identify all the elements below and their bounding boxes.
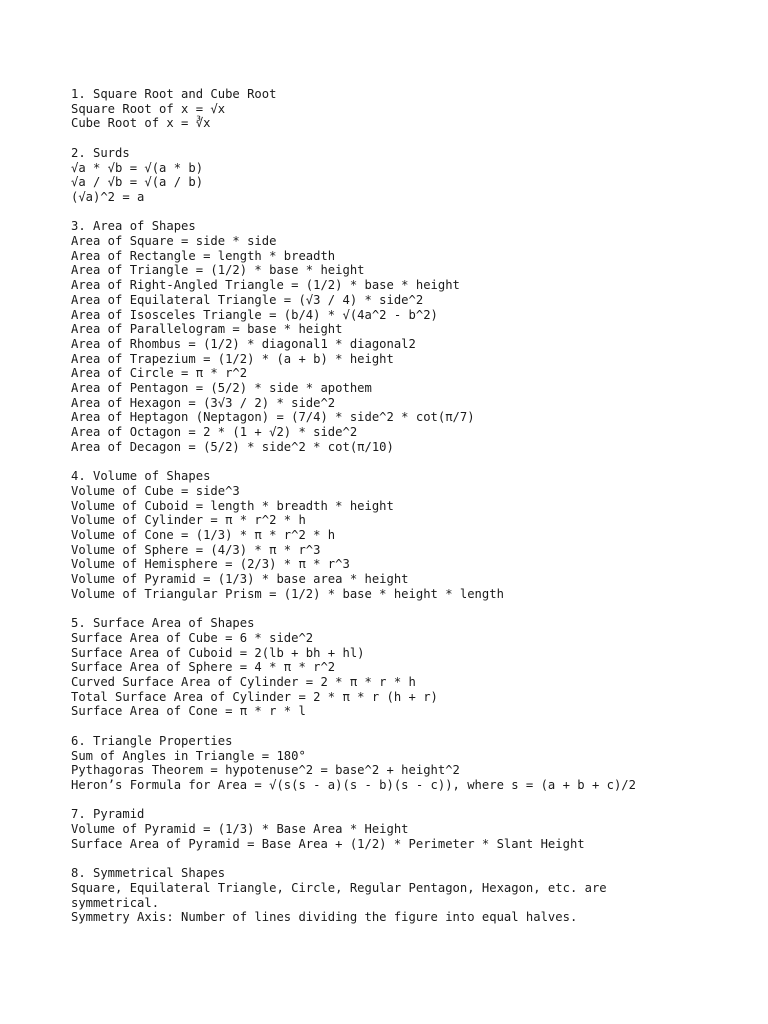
formula-line: Surface Area of Sphere = 4 * π * r^2 (71, 660, 336, 675)
formula-line: Pythagoras Theorem = hypotenuse^2 = base^2 + height^2 (71, 763, 460, 778)
formula-line: Area of Right-Angled Triangle = (1/2) * base * height (71, 278, 460, 293)
section-heading: 1. Square Root and Cube Root (71, 87, 277, 101)
text-line: Square, Equilateral Triangle, Circle, Regular Pentagon, Hexagon, etc. are (71, 880, 607, 895)
formula-line: Area of Octagon = 2 * (1 + √2) * side^2 (71, 425, 358, 440)
formula-line: Surface Area of Pyramid = Base Area + (1/2) * Perimeter * Slant Height (71, 836, 585, 851)
section-heading: 3. Area of Shapes (71, 219, 196, 234)
section-heading: 6. Triangle Properties (71, 733, 233, 748)
section-square-cube-root (71, 87, 731, 131)
section-symmetrical-shapes (71, 866, 731, 925)
formula-line: Area of Hexagon = (3√3 / 2) * side^2 (71, 395, 336, 410)
formula-line: √a / √b = √(a / b) (71, 175, 204, 190)
formula-line: Area of Triangle = (1/2) * base * height (71, 263, 365, 278)
formula-line: (√a)^2 = a (71, 189, 145, 204)
text-line: Symmetry Axis: Number of lines dividing the figure into equal halves. (71, 910, 578, 925)
formula-line: Volume of Hemisphere = (2/3) * π * r^3 (71, 557, 350, 572)
formula-line: Curved Surface Area of Cylinder = 2 * π * r * h (71, 675, 416, 690)
formula-line: Volume of Pyramid = (1/3) * Base Area * Height (71, 822, 409, 837)
formula-line: √a * √b = √(a * b) (71, 160, 204, 175)
section-pyramid (71, 807, 731, 851)
formula-line: Area of Equilateral Triangle = (√3 / 4) * side^2 (71, 292, 424, 307)
formula-line: Volume of Cylinder = π * r^2 * h (71, 513, 306, 528)
formula-line: Area of Isosceles Triangle = (b/4) * √(4a^2 - b^2) (71, 307, 438, 322)
formula-line: Surface Area of Cuboid = 2(lb + bh + hl) (71, 645, 365, 660)
formula-line: Area of Rectangle = length * breadth (71, 248, 336, 263)
section-heading: 4. Volume of Shapes (71, 469, 211, 484)
formula-line: Square Root of x = √x (71, 101, 226, 116)
section-surface-area (71, 616, 731, 719)
section-heading: 5. Surface Area of Shapes (71, 616, 255, 631)
section-volume-of-shapes (71, 469, 731, 601)
section-heading: 7. Pyramid (71, 807, 145, 822)
formula-line: Area of Pentagon = (5/2) * side * apothem (71, 381, 372, 396)
formula-line: Area of Square = side * side (71, 234, 277, 248)
section-area-of-shapes (71, 219, 731, 454)
formula-line: Area of Rhombus = (1/2) * diagonal1 * diagonal2 (71, 336, 416, 351)
formula-line: Area of Circle = π * r^2 (71, 366, 248, 381)
document-page (71, 87, 731, 940)
formula-line: Volume of Cube = side^3 (71, 483, 240, 498)
formula-line: Area of Parallelogram = base * height (71, 322, 343, 337)
section-heading: 8. Symmetrical Shapes (71, 866, 226, 881)
section-surds (71, 146, 731, 205)
formula-line: Volume of Cone = (1/3) * π * r^2 * h (71, 528, 336, 543)
formula-line: Total Surface Area of Cylinder = 2 * π * r (h + r) (71, 689, 438, 704)
section-triangle-properties (71, 734, 731, 793)
formula-line: Volume of Pyramid = (1/3) * base area * height (71, 572, 409, 587)
formula-line: Volume of Cuboid = length * breadth * height (71, 498, 394, 513)
formula-line: Area of Decagon = (5/2) * side^2 * cot(π/10) (71, 439, 394, 454)
formula-line: Surface Area of Cone = π * r * l (71, 704, 306, 719)
formula-line: Area of Heptagon (Neptagon) = (7/4) * side^2 * cot(π/7) (71, 410, 475, 425)
formula-line: Area of Trapezium = (1/2) * (a + b) * height (71, 351, 394, 366)
section-heading: 2. Surds (71, 145, 130, 160)
formula-line: Sum of Angles in Triangle = 180° (71, 748, 306, 763)
formula-line: Surface Area of Cube = 6 * side^2 (71, 630, 314, 645)
formula-line: Volume of Sphere = (4/3) * π * r^3 (71, 542, 321, 557)
formula-line: Cube Root of x = ∛x (71, 116, 211, 131)
formula-line: Volume of Triangular Prism = (1/2) * base * height * length (71, 586, 504, 601)
text-line: symmetrical. (71, 895, 160, 910)
formula-line: Heron’s Formula for Area = √(s(s - a)(s - b)(s - c)), where s = (a + b + c)/2 (71, 777, 636, 792)
